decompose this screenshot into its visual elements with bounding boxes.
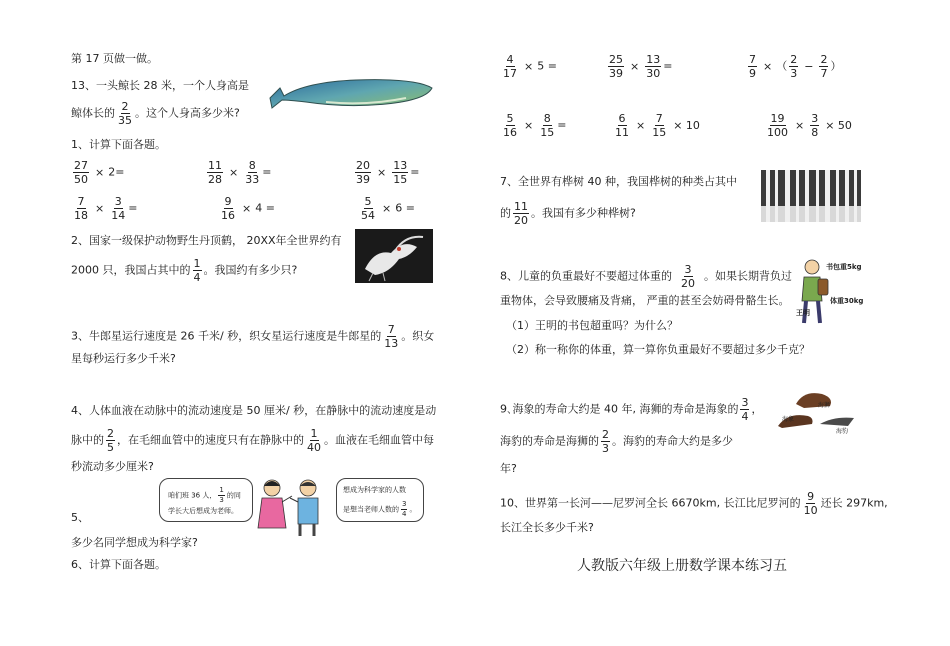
q13-line2: 鲸体长的 $\frac{2}{35}$ 。这个人身高多少米? bbox=[71, 100, 240, 127]
speech-bubble-teacher: 咱们班 36 人， $\frac{1}{3}$ 的同 学长大后想成为老师。 bbox=[159, 478, 253, 522]
q8-sub1: （1）王明的书包超重吗？为什么？ bbox=[506, 319, 678, 332]
q9-line2: 海豹的寿命是海狮的 $\frac{2}{3}$ 。海豹的寿命大约是多少 bbox=[500, 428, 733, 455]
q5-line2: 多少名同学想成为科学家? bbox=[71, 536, 198, 549]
calc2-item: $\frac{25}{39}$ × $\frac{13}{30}$ = bbox=[609, 53, 673, 80]
birch-forest-image bbox=[761, 170, 861, 222]
calc2-item: $\frac{5}{16}$ × $\frac{8}{15}$ = bbox=[503, 112, 567, 139]
section-1-title: 1、计算下面各题。 bbox=[71, 138, 166, 151]
calc1-item: $\frac{11}{28}$ × $\frac{8}{33}$ = bbox=[208, 159, 272, 186]
label-bag-weight: 书包重5kg bbox=[826, 263, 862, 271]
label-seal: 海豹 bbox=[836, 428, 849, 435]
q9-line1: 9､海象的寿命大约是 40 年, 海狮的寿命是海象的 $\frac{3}{4}$ ， bbox=[500, 396, 763, 423]
q9-line3: 年? bbox=[500, 462, 517, 475]
label-body-weight: 体重30kg bbox=[830, 297, 864, 305]
q3-line2: 星每秒运行多少千米? bbox=[71, 352, 176, 365]
calc1-item: $\frac{7}{18}$ × $\frac{3}{14}$ = bbox=[74, 195, 138, 222]
section-6-title: 6、计算下面各题。 bbox=[71, 558, 166, 571]
footer-title: 人教版六年级上册数学课本练习五 bbox=[577, 558, 787, 574]
q13-line1: 13、一头鲸长 28 米，一个人身高是 bbox=[71, 79, 249, 92]
q4-line2: 脉中的 $\frac{2}{5}$ ，在毛细血管中的速度只有在静脉中的 $\frac{1}{40}$ 。血液在毛细血管中每 bbox=[71, 427, 434, 454]
q4-line3: 秒流动多少厘米? bbox=[71, 460, 154, 473]
q4-line1: 4、人体血液在动脉中的流动速度是 50 厘米/ 秒，在静脉中的流动速度是动 bbox=[71, 404, 437, 417]
label-name: 王明 bbox=[796, 309, 810, 317]
fraction: $\frac{2}{35}$ bbox=[118, 100, 132, 127]
q7-line1: 7、全世界有桦树 40 种，我国桦树的种类占其中 bbox=[500, 175, 737, 188]
calc2-item: $\frac{6}{11}$ × $\frac{7}{15}$ × 10 bbox=[615, 112, 700, 139]
calc1-item: $\frac{20}{39}$ × $\frac{13}{15}$ = bbox=[356, 159, 420, 186]
calc2-item: $\frac{19}{100}$ × $\frac{3}{8}$ × 50 bbox=[767, 112, 852, 139]
q5-number: 5、 bbox=[71, 511, 89, 524]
q8-line2: 重物体，会导致腰痛及背痛， 严重的甚至会妨碍骨骼生长。 bbox=[500, 294, 790, 307]
q3-line1: 3、牛郎星运行速度是 26 千米/ 秒，织女星运行速度是牛郎星的 $\frac{7}{13}$ 。织女 bbox=[71, 323, 435, 350]
q8-sub2: （2）称一称你的体重，算一算你负重最好不要超过多少千克？ bbox=[506, 343, 810, 356]
page-header: 第 17 页做一做。 bbox=[71, 52, 158, 65]
calc2-item: $\frac{7}{9}$ × （ $\frac{2}{3}$ − $\frac{2}{7}$ ） bbox=[749, 53, 842, 80]
q10-line1: 10、世界第一长河——尼罗河全长 6670km, 长江比尼罗河的 $\frac{9}{10}$ 还长 297km, bbox=[500, 490, 888, 517]
label-sea-lion: 海狮 bbox=[818, 402, 831, 409]
whale-image bbox=[266, 72, 434, 112]
speech-bubble-scientist: 想成为科学家的人数 是想当老师人数的 $\frac{3}{4}$ 。 bbox=[336, 478, 424, 522]
calc1-item: $\frac{5}{54}$ × 6 = bbox=[361, 195, 415, 222]
calc2-item: $\frac{4}{17}$ × 5 = bbox=[503, 53, 557, 80]
crane-image bbox=[355, 229, 433, 283]
q2-line1: 2、国家一级保护动物野生丹顶鹤， 20XX年全世界约有 bbox=[71, 234, 342, 247]
label-walrus: 海象 bbox=[782, 416, 795, 423]
calc1-item: $\frac{27}{50}$ × 2= bbox=[74, 159, 125, 186]
q2-line2: 2000 只，我国占其中的 $\frac{1}{4}$ 。我国约有多少只? bbox=[71, 257, 298, 284]
children-image bbox=[252, 476, 330, 538]
q7-line2: 的 $\frac{11}{20}$ 。我国有多少种桦树? bbox=[500, 200, 636, 227]
calc1-item: $\frac{9}{16}$ × 4 = bbox=[221, 195, 275, 222]
q8-line1: 8、儿童的负重最好不要超过体重的 $\frac{3}{20}$ 。如果长期背负过 bbox=[500, 263, 792, 290]
q10-line2: 长江全长多少千米? bbox=[500, 521, 594, 534]
